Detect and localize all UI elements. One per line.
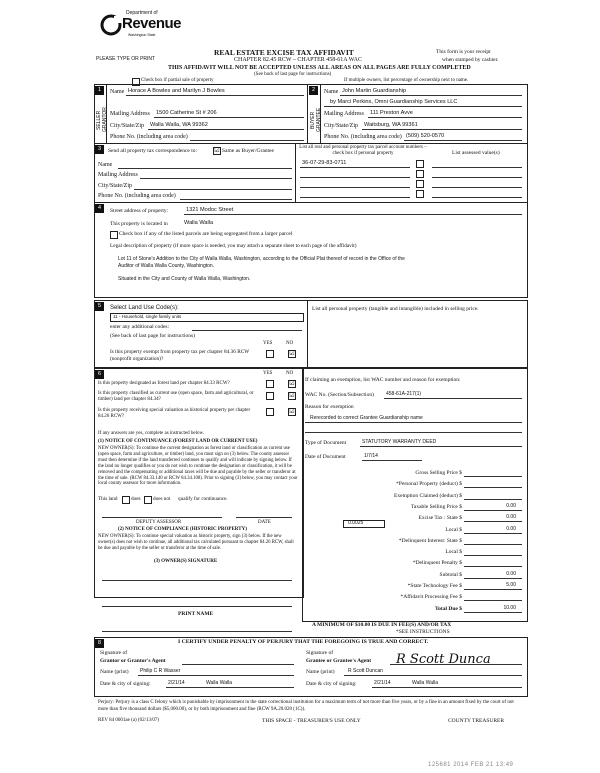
revenue-logo-icon bbox=[100, 14, 122, 36]
grantor-agent-label: Grantor or Grantor's Agent bbox=[100, 658, 166, 664]
section-1-number: 1 bbox=[95, 86, 104, 95]
corr-name-label: Name bbox=[98, 162, 113, 168]
tax-row-label: Exemption Claimed (deduct) $ bbox=[394, 492, 462, 499]
buyer-name[interactable]: John Martin Guardianship bbox=[342, 88, 407, 94]
same-as-buyer-checkbox[interactable]: ☑ bbox=[214, 148, 220, 154]
send-correspondence-label: Send all property tax correspondence to: bbox=[108, 148, 198, 154]
tax-row-value[interactable]: 10.00 bbox=[503, 604, 516, 611]
does-label: does bbox=[131, 496, 141, 502]
partial-sale-label: Check box if partial sale of property bbox=[141, 78, 214, 83]
doc-date[interactable]: 1/7/14 bbox=[364, 453, 378, 459]
street-address-label: Street address of property: bbox=[110, 208, 169, 214]
corr-mailing-label: Mailing Address bbox=[98, 172, 138, 178]
buyer-city-label: City/State/Zip bbox=[324, 123, 358, 129]
land-use-value: 11 - Household, single family units bbox=[113, 314, 182, 319]
please-type: PLEASE TYPE OR PRINT bbox=[96, 56, 156, 62]
buyer-city[interactable]: Waitsburg, WA 99361 bbox=[364, 122, 418, 128]
deputy-assessor-label: DEPUTY ASSESSOR bbox=[136, 520, 182, 525]
tax-row-label: *State Technology Fee $ bbox=[407, 583, 462, 589]
notice-compliance-text: NEW OWNER(S): To continue special valuation as historic property, sign (3) below. If the new owner(s) does not wish to continue, all additional tax calculated pursuant to chapter 84.26 RCW, shall be due and payable by the seller or transferor at the time of sale. bbox=[98, 534, 294, 551]
wac-label: WAC No. (Section/Subsection) bbox=[305, 392, 374, 398]
grantee-name-label: Name (print) bbox=[306, 669, 335, 675]
multiple-owners-note: If multiple owners, list percentage of ownership next to name. bbox=[344, 78, 469, 83]
buyer-phone-label: Phone No. (including area code) bbox=[324, 134, 402, 140]
segregated-label: Check box if any of the listed parcels are being segregated from a larger parcel bbox=[119, 231, 293, 237]
forest-land-question: Is this property designated as forest land per chapter 84.33 RCW? bbox=[98, 381, 230, 386]
treasurer-use-label: THIS SPACE - TREASURER'S USE ONLY bbox=[262, 718, 361, 724]
historic-no-checkbox[interactable]: ☑ bbox=[289, 409, 295, 415]
land-use-label: Select Land Use Code(s): bbox=[110, 305, 179, 311]
exempt-question: Is this property exempt from property tax per chapter 84.36 RCW (nonprofit organization)? bbox=[110, 349, 250, 362]
section-6-number: 6 bbox=[95, 370, 104, 379]
tax-row-label: *Personal Property (deduct) $ bbox=[396, 481, 462, 488]
no-header-6: NO bbox=[286, 371, 294, 376]
qualify-label: qualify for continuance. bbox=[178, 496, 228, 502]
seller-phone-label: Phone No. (including area code) bbox=[110, 134, 188, 140]
parcel-4-personal-checkbox[interactable] bbox=[416, 190, 424, 198]
parcel-header: List all real and personal property tax parcel account numbers – check box if personal property bbox=[299, 145, 427, 156]
if-yes-note: If any answers are yes, complete as instructed below. bbox=[98, 431, 205, 436]
section-4-number: 4 bbox=[95, 204, 104, 213]
grantee-sig-label: Signature of bbox=[306, 650, 334, 656]
seller-city[interactable]: Walla Walla, WA 99362 bbox=[150, 122, 208, 128]
this-land-label: This land bbox=[98, 496, 118, 502]
receipt-note-2: when stamped by cashier. bbox=[442, 57, 499, 63]
located-in-label: This property is located in bbox=[110, 221, 168, 227]
tax-row-label: Taxable Selling Price $ bbox=[410, 503, 462, 510]
tax-row-label: *Delinquent Interest: State $ bbox=[398, 537, 462, 544]
grantee-city[interactable]: Walla Walla bbox=[412, 680, 439, 686]
historic-yes-checkbox[interactable] bbox=[266, 408, 274, 416]
yes-header-5: YES bbox=[263, 341, 273, 346]
certify-statement: I CERTIFY UNDER PENALTY OF PERJURY THAT THE FOREGOING IS TRUE AND CORRECT. bbox=[178, 639, 429, 645]
tax-row-label: Local $ bbox=[445, 526, 462, 533]
reason-label: Reason for exemption bbox=[305, 404, 354, 410]
section-2-number: 2 bbox=[309, 86, 318, 95]
claim-exemption-label: If claiming an exemption, list WAC number and reason for exemption: bbox=[305, 377, 461, 383]
wac-number[interactable]: 458-61A-217(1) bbox=[386, 391, 422, 397]
section-5-number: 5 bbox=[95, 302, 104, 311]
yes-header-6: YES bbox=[263, 371, 273, 376]
deputy-date-label: DATE bbox=[258, 520, 271, 525]
tax-row-value[interactable]: 5.00 bbox=[506, 582, 516, 588]
tax-row-value[interactable]: 0.00 bbox=[506, 502, 516, 509]
street-address[interactable]: 1321 Modoc Street bbox=[186, 207, 234, 213]
section-3-number: 3 bbox=[95, 145, 104, 154]
grantor-name[interactable]: Philip C R Wasser bbox=[140, 668, 181, 674]
buyer-mailing[interactable]: 111 Preston Avve bbox=[370, 110, 413, 116]
buyer-phone[interactable]: (509) 520-0570 bbox=[406, 133, 445, 139]
seller-name-label: Name bbox=[110, 89, 125, 95]
assessed-header: List assessed value(s) bbox=[452, 150, 500, 156]
tax-row-value[interactable]: 0.00 bbox=[506, 525, 516, 532]
forest-no-checkbox[interactable]: ☑ bbox=[289, 381, 295, 387]
current-use-question: Is this property classified as current use (open space, farm and agricultural, or timber) land per chapter 84.34? bbox=[98, 391, 254, 402]
buyer-name-line2[interactable]: by Marci Perkins, Omni Guardianship Services LLC bbox=[330, 99, 458, 105]
legal-description-2[interactable]: Auditor of Walla Walla County, Washington. bbox=[118, 263, 215, 269]
seller-name[interactable]: Horace A Bowles and Marilyn J Bowles bbox=[128, 88, 225, 94]
buyer-mailing-label: Mailing Address bbox=[324, 111, 364, 117]
legal-description-label: Legal description of property (if more space is needed, you may attach a separate sheet to each page of the affidavit) bbox=[110, 243, 357, 249]
seller-mailing[interactable]: 1500 Catherine St # 206 bbox=[156, 110, 217, 116]
receipt-note-1: This form is your receipt bbox=[436, 49, 491, 55]
grantee-name[interactable]: R Scott Duncan bbox=[348, 668, 384, 674]
tax-row-value[interactable]: 0.00 bbox=[506, 570, 516, 577]
seller-mailing-label: Mailing Address bbox=[110, 111, 150, 117]
seller-side-label: SELLER GRANTOR bbox=[96, 107, 108, 133]
historic-question: Is this property receiving special valuation as historical property per chapter 84.26 RCW? bbox=[98, 408, 251, 419]
notice-compliance-title: (2) NOTICE OF COMPLIANCE (HISTORIC PROPERTY) bbox=[118, 527, 247, 532]
agency-logo bbox=[100, 10, 180, 48]
seller-city-label: City/State/Zip bbox=[110, 123, 144, 129]
form-chapter: CHAPTER 82.45 RCW – CHAPTER 458-61A WAC bbox=[234, 57, 362, 63]
tax-row-label: Excise Tax : State $ bbox=[418, 515, 462, 522]
additional-codes-label: enter any additional codes: bbox=[110, 324, 170, 330]
grantee-agent-label: Grantee or Grantee's Agent bbox=[306, 658, 372, 664]
no-header-5: NO bbox=[286, 341, 294, 346]
corr-city-label: City/State/Zip bbox=[98, 183, 132, 189]
form-title: REAL ESTATE EXCISE TAX AFFIDAVIT bbox=[214, 48, 354, 57]
county-treasurer-label: COUNTY TREASURER bbox=[448, 718, 505, 724]
grantor-name-label: Name (print) bbox=[100, 669, 129, 675]
doc-type[interactable]: STATUTORY WARRANTY DEED bbox=[362, 439, 437, 445]
does-not-label: does not bbox=[153, 496, 171, 502]
legal-description-1[interactable]: Lot 11 of Stone's Addition to the City of Walla Walla, Washington, according to the Official Plat thereof of record in the Office of the bbox=[118, 256, 405, 262]
notice-continuance-title: (1) NOTICE OF CONTINUANCE (FOREST LAND OR CURRENT USE) bbox=[98, 439, 258, 444]
perjury-notice: Perjury: Perjury is a class C felony which is punishable by imprisonment in the state correctional institution for a maximum term of not more than five years, or by a fine in an amount fixed by the court of not more than five thousand dollars ($5,000.00), or by both imprisonment and fine (RCW 9A.20.020 (1C)). bbox=[98, 700, 514, 712]
personal-property-label: List all personal property (tangible and intangible) included in selling price. bbox=[312, 306, 479, 312]
does-not-checkbox[interactable] bbox=[144, 496, 152, 504]
doc-date-label: Date of Document bbox=[305, 454, 346, 460]
minimum-due-note: A MINIMUM OF $10.00 IS DUE IN FEE(S) AND/OR TAX bbox=[312, 622, 452, 628]
tax-row-value[interactable]: 0.00 bbox=[506, 514, 516, 521]
parcel-3-personal-checkbox[interactable] bbox=[416, 180, 424, 188]
grantor-sig-label: Signature of bbox=[100, 650, 128, 656]
form-warning: THIS AFFIDAVIT WILL NOT BE ACCEPTED UNLESS ALL AREAS ON ALL PAGES ARE FULLY COMPLETED bbox=[168, 65, 471, 71]
grantor-city[interactable]: Walla Walla bbox=[206, 680, 233, 686]
doc-type-label: Type of Document bbox=[305, 440, 347, 446]
buyer-name-label: Name bbox=[324, 89, 339, 95]
parcel-2-personal-checkbox[interactable] bbox=[416, 170, 424, 178]
does-checkbox[interactable] bbox=[122, 496, 130, 504]
agency-line2: Revenue bbox=[122, 15, 182, 32]
property-section bbox=[94, 202, 528, 298]
local-rate: 0.0025 bbox=[348, 520, 364, 526]
see-instructions-note: *SEE INSTRUCTIONS bbox=[396, 629, 450, 635]
tax-row-label: Local $ bbox=[445, 549, 462, 556]
notice-continuance-text: NEW OWNER(S): To continue the current designation as forest land or classification as current use (open space, farm and agriculture, or timber) land, you must sign on (3) below. The county assessor must then determine if the land transferred continues to qualify and will indicate by signing below. If the land no longer qualifies or you do not wish to continue the designation or classification, it will be removed and the compensating or additional taxes will be due and payable by the seller or transferor at the time of sale. (RCW 84.33.140 or RCW 84.34.108). Prior to signing (3) below, you may contact your local county assessor for more information. bbox=[98, 446, 298, 487]
land-use-see-back: (See back of last page for instructions) bbox=[110, 333, 195, 339]
tax-row-label: *Delinquent Penalty $ bbox=[412, 560, 462, 567]
buyer-side-label: BUYER GRANTEE bbox=[310, 107, 322, 133]
same-as-buyer-label: Same as Buyer/Grantee bbox=[222, 148, 274, 154]
section-8-number: 8 bbox=[95, 639, 104, 648]
tax-row-label: Subtotal $ bbox=[439, 571, 462, 578]
owner-signature-title: (3) OWNER(S) SIGNATURE bbox=[154, 559, 218, 564]
form-revision: REV 84 0001ae (a) (02/13/07) bbox=[98, 718, 160, 723]
grantee-date[interactable]: 2/21/14 bbox=[374, 680, 391, 686]
parcel-number-1[interactable]: 36-07-29-83-0711 bbox=[302, 160, 347, 166]
exempt-yes-checkbox[interactable] bbox=[266, 350, 274, 358]
located-in[interactable]: Walla Walla bbox=[184, 220, 214, 226]
legal-description-3[interactable]: Situated in the City and County of Walla Walla, Washington. bbox=[118, 276, 251, 282]
forest-yes-checkbox[interactable] bbox=[266, 380, 274, 388]
grantor-date[interactable]: 2/21/14 bbox=[168, 680, 185, 686]
print-name-label: PRINT NAME bbox=[178, 611, 214, 617]
recording-stamp: 125681 2014 FEB 21 13:49 bbox=[428, 762, 514, 768]
grantee-signature: R Scott Dunca bbox=[396, 652, 491, 667]
current-use-no-checkbox[interactable]: ☑ bbox=[289, 393, 295, 399]
tax-row-label: Total Due $ bbox=[435, 605, 462, 612]
tax-row-label: *Affidavit Processing Fee $ bbox=[400, 594, 462, 601]
segregated-checkbox[interactable] bbox=[110, 231, 118, 239]
grantor-date-label: Date & city of signing: bbox=[100, 681, 151, 687]
agency-line1: Department of bbox=[126, 10, 158, 16]
agency-line3: Washington State bbox=[128, 33, 156, 37]
corr-phone-label: Phone No. (including area code) bbox=[98, 193, 176, 199]
parcel-1-personal-checkbox[interactable] bbox=[416, 160, 424, 168]
exempt-no-checkbox[interactable]: ☑ bbox=[289, 351, 295, 357]
grantee-date-label: Date & city of signing: bbox=[306, 681, 357, 687]
tax-row-label: Gross Selling Price $ bbox=[415, 470, 462, 476]
reason-value[interactable]: Rerecorded to correct Grantee Guardianship name bbox=[310, 415, 423, 421]
see-back-note: (See back of last page for instructions) bbox=[254, 72, 332, 77]
current-use-yes-checkbox[interactable] bbox=[266, 392, 274, 400]
certification-section bbox=[94, 637, 528, 697]
